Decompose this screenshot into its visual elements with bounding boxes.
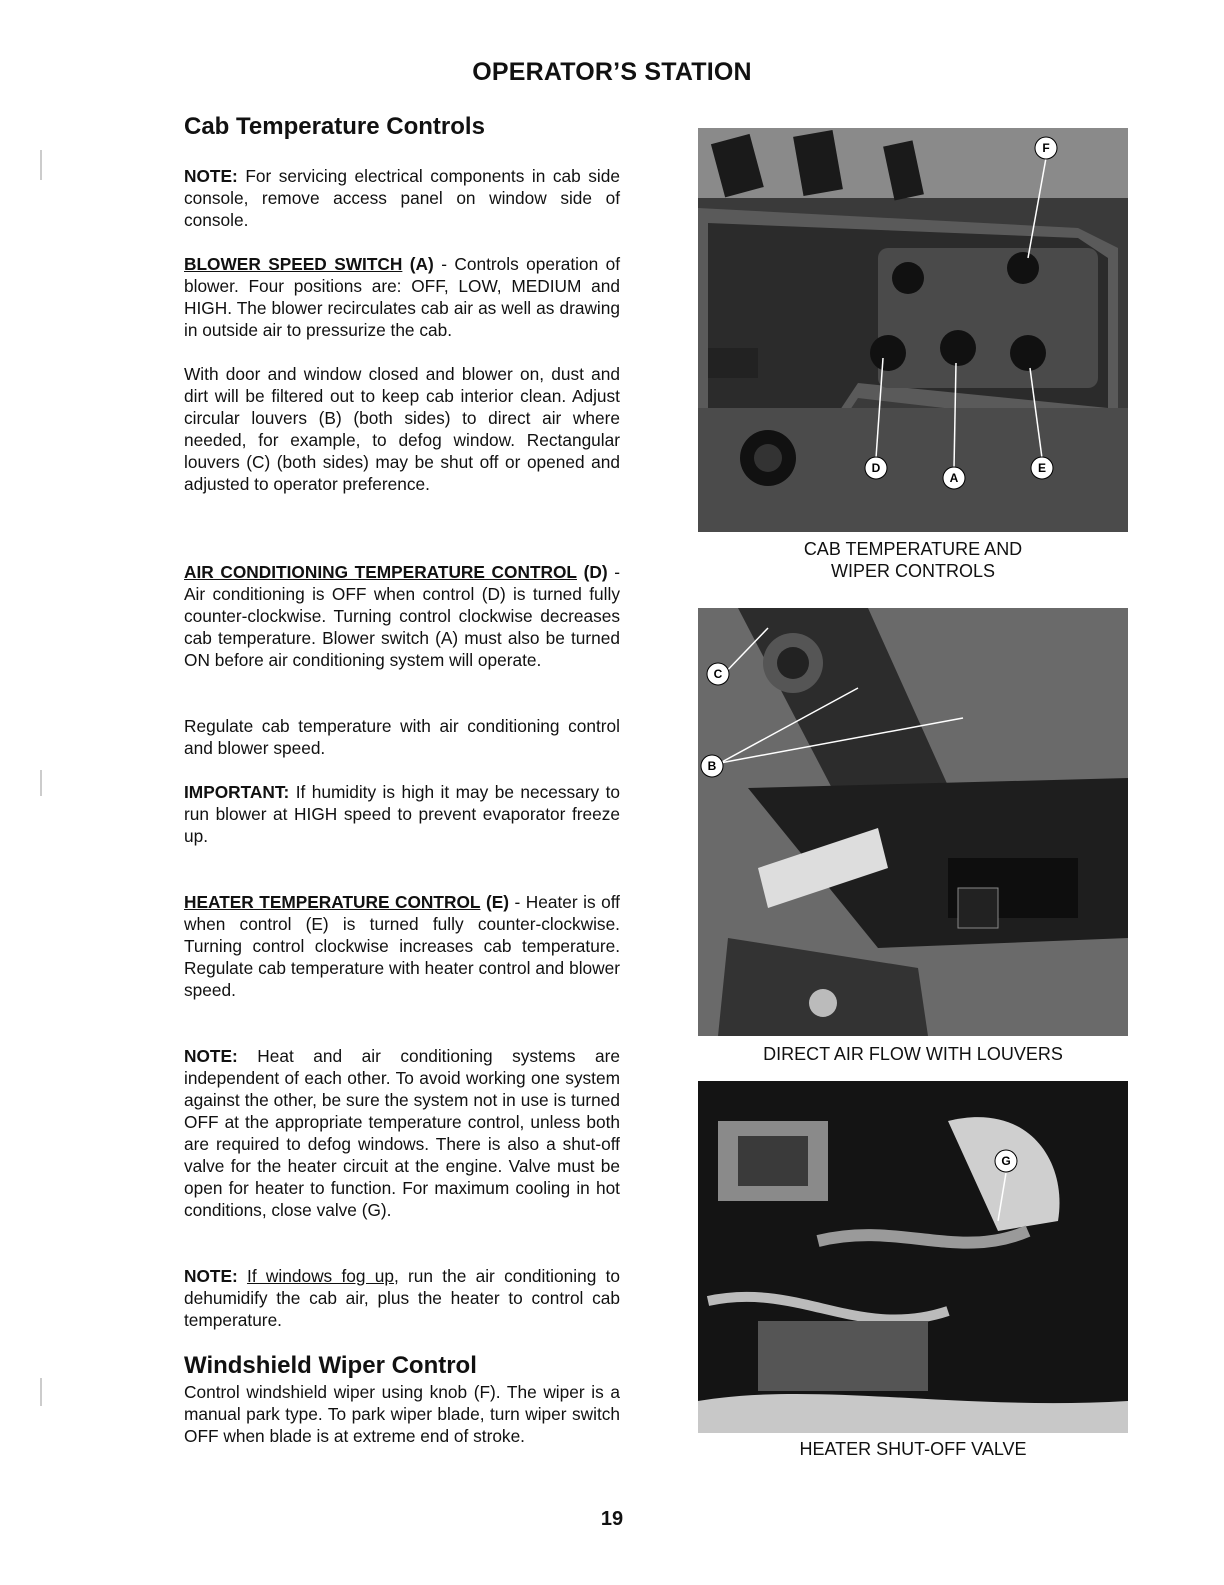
- ac-regulate-paragraph: Regulate cab temperature with air conditioning control and blower speed.: [184, 716, 620, 758]
- note-label: NOTE:: [184, 1046, 238, 1066]
- note-text: Heat and air conditioning systems are independent of each other. To avoid working one system against the other, be sure the system not in use is turned OFF at the appropriate temperature control, unless both are required to defog windows. There is also a shut-off valve for the heater circuit at the engine. Valve must be open for heater to function. For maximum cooling in hot conditions, close valve (G).: [184, 1046, 620, 1220]
- callout-C: [707, 663, 729, 685]
- svg-text:B: B: [707, 759, 717, 773]
- svg-text:F: F: [1042, 141, 1050, 155]
- note-label: NOTE:: [184, 166, 238, 186]
- figure-louvers-illustration: [698, 608, 1128, 1036]
- wiper-paragraph: Control windshield wiper using knob (F). The wiper is a manual park type. To park wiper blade, turn wiper switch OFF when blade is at extreme end of stroke.: [184, 1382, 620, 1446]
- figure-caption-heater-valve: HEATER SHUT-OFF VALVE: [799, 1439, 1027, 1459]
- figure-caption-cab-controls: [698, 538, 1128, 582]
- figure-heater-valve-illustration: [698, 1081, 1128, 1433]
- note-text: , run the air conditioning to dehumidify the cab air, plus the heater to control cab temperature.: [184, 1266, 620, 1330]
- figure-cab-controls-illustration: [698, 128, 1128, 532]
- note-independent-systems: [184, 1045, 620, 1221]
- note-servicing: [184, 165, 620, 231]
- section-title-wiper: Windshield Wiper Control: [184, 1352, 477, 1379]
- important-text: If humidity is high it may be necessary to run blower at HIGH speed to prevent evaporator freeze up.: [184, 782, 620, 846]
- page-number: 19: [600, 1508, 624, 1530]
- callout-G: [995, 1150, 1017, 1172]
- figure-cab-controls-photo: [698, 128, 1128, 532]
- heater-control-paragraph: [184, 891, 620, 1001]
- ac-heading: AIR CONDITIONING TEMPERATURE CONTROL: [184, 562, 577, 582]
- heater-heading: HEATER TEMPERATURE CONTROL: [184, 892, 481, 912]
- callout-B: [701, 755, 723, 777]
- page-header: OPERATOR’S STATION: [472, 58, 752, 86]
- note-fog: [184, 1265, 620, 1331]
- heater-ref: (E): [485, 892, 509, 912]
- margin-mark: [40, 150, 42, 180]
- callout-E: [1031, 457, 1053, 479]
- svg-text:A: A: [949, 471, 959, 485]
- callout-A: [943, 467, 965, 489]
- svg-text:E: E: [1037, 461, 1047, 475]
- caption-line: CAB TEMPERATURE AND: [803, 539, 1023, 559]
- note-fog-underlined: If windows fog up: [247, 1266, 394, 1286]
- blower-ref: (A): [409, 254, 434, 274]
- svg-text:D: D: [871, 461, 881, 475]
- section-title-cab-temperature: Cab Temperature Controls: [184, 113, 485, 140]
- important-label: IMPORTANT:: [184, 782, 290, 802]
- ac-ref: (D): [583, 562, 608, 582]
- margin-mark: [40, 770, 42, 796]
- ac-control-paragraph: [184, 561, 620, 671]
- callout-F: [1035, 137, 1057, 159]
- figure-louvers-photo: [698, 608, 1128, 1036]
- heater-text: - Heater is off when control (E) is turned fully counter-clockwise. Turning control clockwise increases cab temperature. Regulate cab temperature with heater control and blower speed.: [184, 892, 620, 1000]
- callout-D: [865, 457, 887, 479]
- figure-heater-valve-photo: [698, 1081, 1128, 1433]
- blower-heading: BLOWER SPEED SWITCH: [184, 254, 403, 274]
- figure-caption-louvers: DIRECT AIR FLOW WITH LOUVERS: [763, 1044, 1063, 1064]
- blower-filter-paragraph: With door and window closed and blower on, dust and dirt will be filtered out to keep cab interior clean. Adjust circular louvers (B) (both sides) to direct air where needed, for example, to defog window. Rectangular louvers (C) (both sides) may be shut off or opened and adjusted to operator preference.: [184, 364, 620, 494]
- svg-text:G: G: [1001, 1154, 1011, 1168]
- margin-mark: [40, 1378, 42, 1406]
- blower-speed-paragraph: [184, 253, 620, 341]
- note-text: For servicing electrical components in cab side console, remove access panel on window side of console.: [184, 166, 620, 230]
- svg-text:C: C: [713, 667, 723, 681]
- ac-text: - Air conditioning is OFF when control (D) is turned fully counter-clockwise. Turning control clockwise decreases cab temperature. Blower switch (A) must also be turned ON before air conditioning system will operate.: [184, 562, 620, 670]
- important-humidity: [184, 781, 620, 847]
- note-label: NOTE:: [184, 1266, 238, 1286]
- caption-line: WIPER CONTROLS: [830, 561, 995, 581]
- blower-text: - Controls operation of blower. Four positions are: OFF, LOW, MEDIUM and HIGH. The blower recirculates cab air as well as drawing in outside air to pressurize the cab.: [184, 254, 621, 340]
